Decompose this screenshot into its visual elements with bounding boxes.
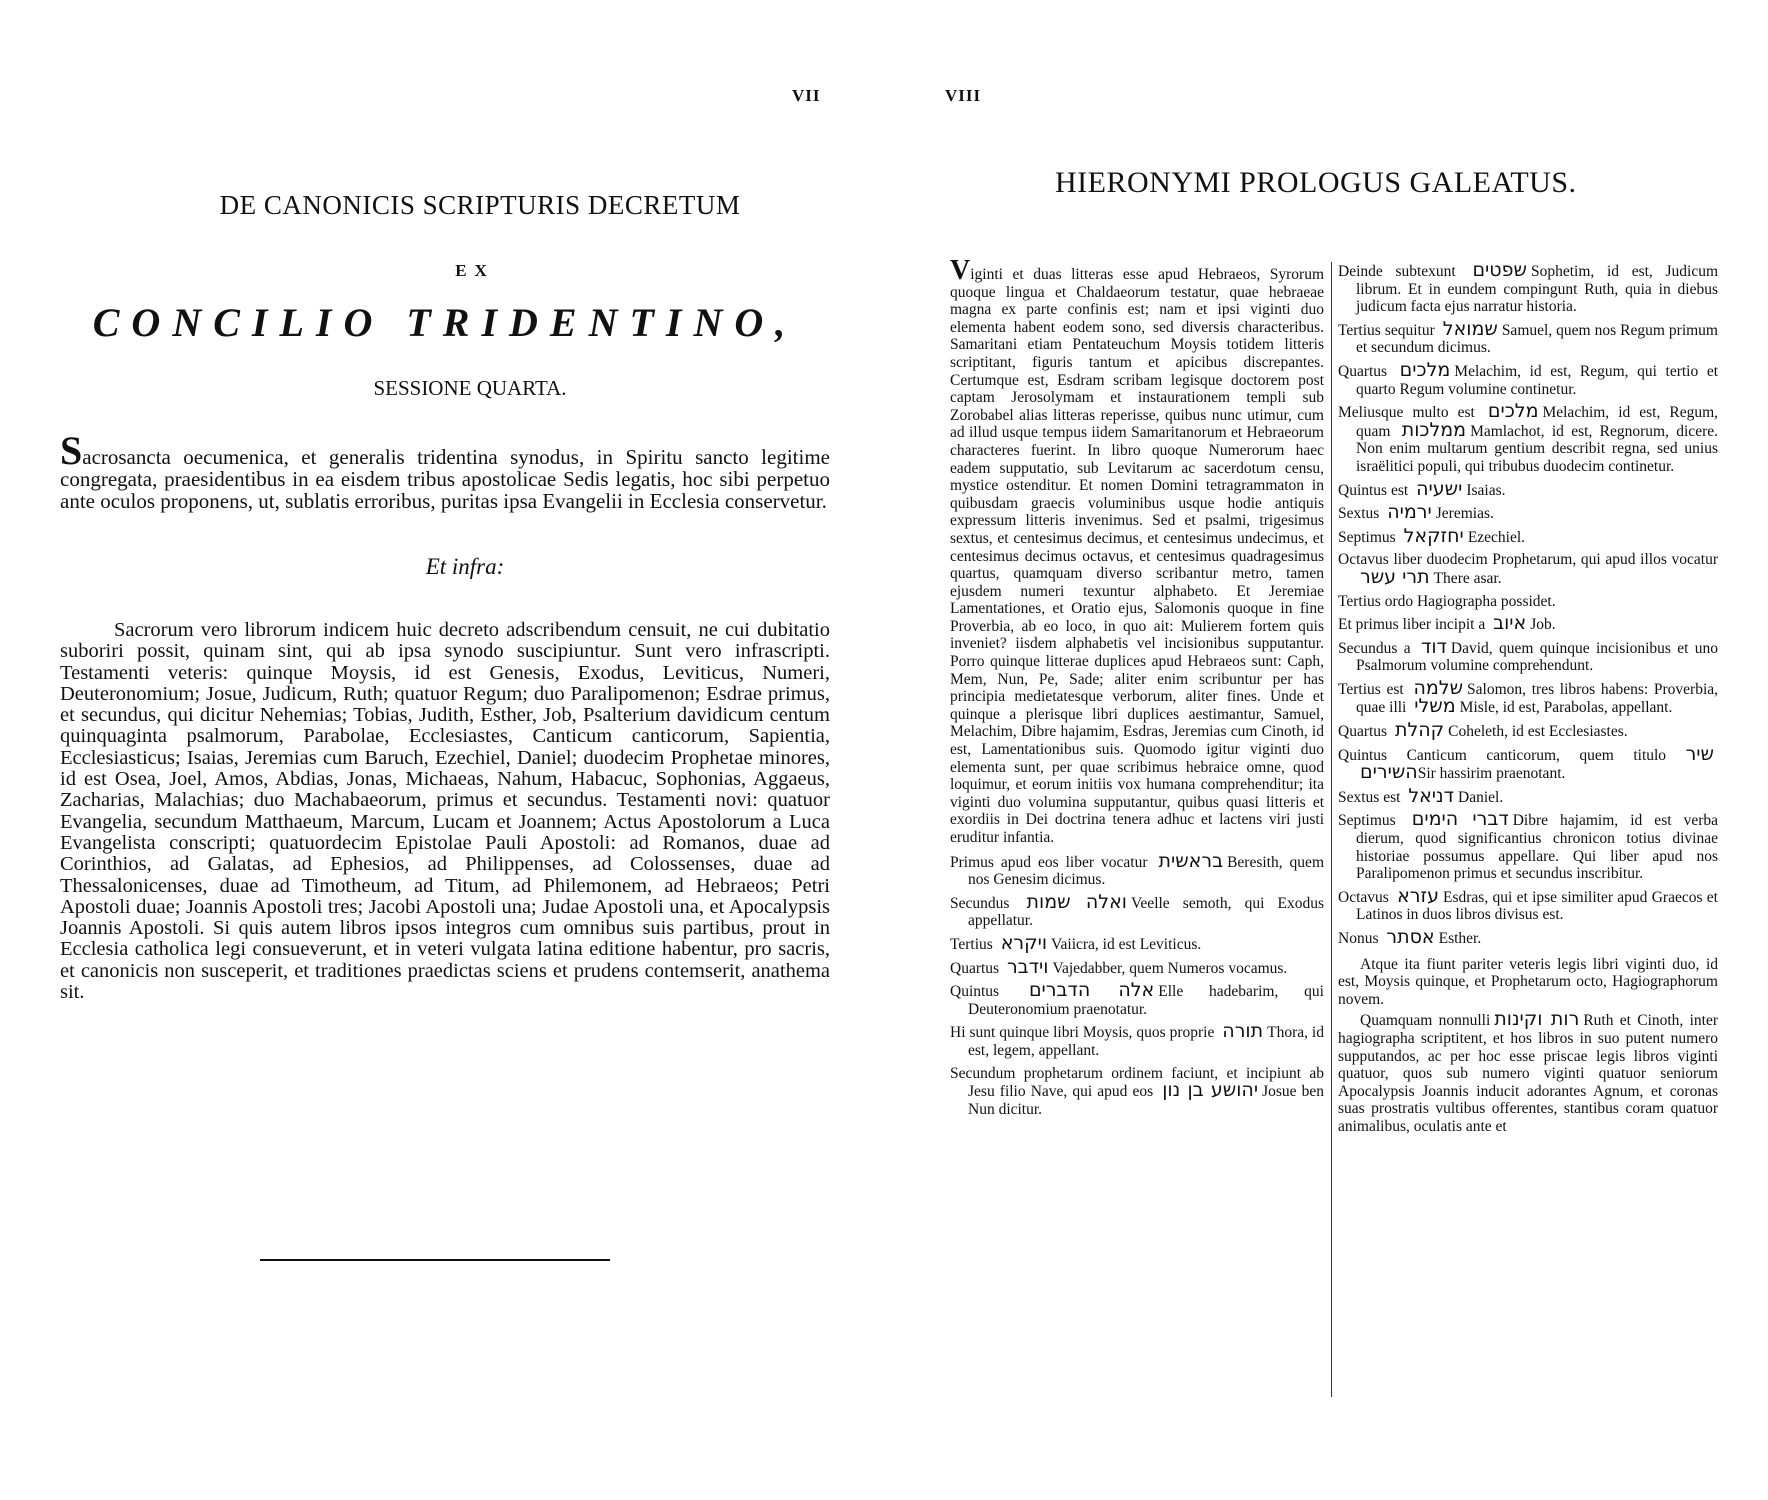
- book-entry: [1338, 501, 1718, 524]
- entry-text: Daniel.: [1458, 788, 1504, 806]
- book-entry: [1338, 719, 1718, 742]
- hebrew-word: תורה: [1222, 1020, 1264, 1043]
- book-entry: [1338, 742, 1718, 784]
- entry-text: Hi sunt quinque libri Moysis, quos proprie: [950, 1024, 1215, 1042]
- book-entry: [950, 849, 1324, 889]
- hebrew-word: איוב: [1493, 612, 1527, 635]
- closing-2-pre: Quamquam nonnulli: [1360, 1012, 1491, 1030]
- hebrew-word: ויקרא: [1000, 931, 1048, 954]
- entry-text: Secundus: [950, 894, 1010, 912]
- book-entry: [1338, 676, 1718, 718]
- book-entry: [950, 890, 1324, 930]
- entry-text: Josue ben Nun dicitur.: [968, 1083, 1324, 1118]
- entry-text: Vaiicra, id est Leviticus.: [1051, 935, 1202, 953]
- entry-text: Quartus: [950, 959, 1000, 977]
- hebrew-word: דוד: [1420, 635, 1447, 658]
- ornamental-rule: [260, 1258, 610, 1262]
- right-column-2: [1338, 259, 1719, 1136]
- hebrew-word: ירמיה: [1387, 501, 1432, 524]
- book-entry: [1338, 551, 1718, 587]
- entry-text: Nonus: [1338, 930, 1379, 947]
- entry-text: Thora, id est, legem, appellant.: [968, 1024, 1324, 1059]
- hebrew-word: בראשית: [1158, 849, 1224, 872]
- closing-2-post: Ruth et Cinoth, inter hagiographa scriptitent, et hos libros in suo putent numero supputandos, ac per hoc esse priscae legis libros viginti quatuor, quos sub numero viginti quatuor seniorum Apocalypsis Joannis inducit adorantes Agnum, et coronas suas prostratis vultibus offerentes, stantibus coram quatuor animalibus, oculatis ante et: [1338, 1012, 1718, 1135]
- entry-text: Tertius: [950, 935, 993, 953]
- hebrew-word: תרי עשר: [1360, 565, 1430, 588]
- entry-text: Samuel, quem nos Regum primum et secundum dicimus.: [1356, 321, 1718, 357]
- hebrew-word: ואלה שמות: [1026, 890, 1127, 913]
- book-entry: [1338, 259, 1719, 316]
- hebrew-word: ישעיה: [1416, 477, 1463, 500]
- hebrew-word: יהושע בן נון: [1162, 1079, 1259, 1102]
- col2-book-list: [1338, 259, 1719, 948]
- entry-text: Et primus liber incipit a: [1338, 616, 1486, 634]
- entry-text: David, quem quinque incisionibus et uno Psalmorum volumine comprehendunt.: [1356, 639, 1718, 675]
- entry-text: Quartus: [1338, 362, 1388, 380]
- intro-paragraph: [60, 428, 830, 513]
- session-heading: SESSIONE QUARTA.: [373, 376, 567, 400]
- left-page: [60, 190, 830, 1003]
- hebrew-word: עזרא: [1397, 884, 1439, 907]
- entry-text: Quartus: [1338, 723, 1388, 741]
- entry-text: Coheleth, id est Ecclesiastes.: [1448, 723, 1628, 741]
- entry-text: Tertius est: [1338, 680, 1404, 698]
- entry-text: Tertius sequitur: [1338, 321, 1435, 339]
- decree-ex: EX: [455, 261, 495, 280]
- entry-text: Salomon, tres libros habens: Proverbia, quae illi: [1356, 680, 1718, 717]
- book-entry: [950, 1020, 1324, 1059]
- council-name: CONCILIO TRIDENTINO,: [92, 300, 798, 345]
- entry-text: Veelle semoth, qui Exodus appellatur.: [968, 894, 1324, 930]
- book-entry: [1338, 808, 1718, 883]
- page-number-left: VII: [792, 86, 821, 105]
- book-entry: [1338, 317, 1718, 357]
- intro-text: acrosancta oecumenica, et generalis tridentina synodus, in Spiritu sancto legitime congregata, praesidentibus in ea eisdem tribus apostolicae Sedis legatis, hoc sibi perpetuo ante oculos proponens, ut, sublatis erroribus, puritas ipsa Evangelii in Ecclesia conservetur.: [60, 445, 830, 513]
- book-entry: [1338, 884, 1718, 924]
- entry-text: Secundum prophetarum ordinem faciunt, et incipiunt ab Jesu filio Nave, qui apud eos: [950, 1064, 1324, 1101]
- hebrew-word: וידבר: [1006, 955, 1049, 978]
- book-entry: [1338, 784, 1718, 807]
- book-entry: [1338, 477, 1718, 500]
- hebrew-word: אסתר: [1386, 926, 1435, 948]
- entry-text: Secundus a: [1338, 639, 1411, 657]
- hebrew-word: אלה הדברים: [1028, 979, 1155, 1002]
- hebrew-word: משלי: [1414, 695, 1456, 718]
- book-entry: [1338, 926, 1718, 948]
- canon-list-paragraph: Sacrorum vero librorum indicem huic decreto adscribendum censuit, ne cui dubitatio suboriri possit, quinam sint, qui ab ipsa synodo suscipiuntur. Sunt vero infrascripti. Testamenti veteris: quinque Moysis, id est Genesis, Exodus, Leviticus, Numeri, Deuteronomium; Josue, Judicum, Ruth; quatuor Regum; duo Paralipomenon; Esdrae primus, et secundus, qui dicitur Nehemias; Tobias, Judith, Esther, Job, Psalterium davidicum centum quinquaginta psalmorum, Parabolae, Ecclesiastes, Canticum canticorum, Sapientia, Ecclesiasticus; Isaias, Jeremias cum Baruch, Ezechiel, Daniel; duodecim Prophetae minores, id est Osea, Joel, Amos, Abdias, Jonas, Michaeas, Nahum, Habacuc, Sophonias, Aggaeus, Zacharias, Malachias; duo Machabaeorum, primus et secundus. Testamenti novi: quatuor Evangelia, secundum Matthaeum, Marcum, Lucam et Joannem; Actus Apostolorum a Luca Evangelista conscripti; quatuordecim Epistolae Pauli Apostoli: ad Romanos, duae ad Corinthios, ad Galatas, ad Ephesios, ad Philippenses, ad Colossenses, duae ad Thessalonicenses, duae ad Timotheum, ad Titum, ad Philemonem, ad Hebraeos; Petri Apostoli duae; Joannis Apostoli tres; Jacobi Apostoli una; Judae Apostoli una, et Apocalypsis Joannis Apostoli. Si quis autem libros ipsos integros cum omnibus suis partibus, prout in Ecclesia catholica legi consueverunt, et in veteri vulgata latina editione habentur, pro sacris, et canonicis non susceperit, et traditiones praedictas sciens et prudens contemserit, anathema sit.: [60, 619, 830, 1004]
- entry-text: Job.: [1530, 616, 1556, 634]
- book-entry: [1338, 612, 1718, 635]
- hebrew-word: מלכים: [1487, 400, 1539, 423]
- hebrew-word: ממלכות: [1401, 418, 1467, 441]
- right-column-1: [950, 255, 1324, 1118]
- page-number-right: VIII: [945, 86, 982, 105]
- hebrew-word: יחזקאל: [1403, 524, 1464, 547]
- entry-text: Deinde subtexunt: [1338, 263, 1456, 280]
- decree-title: DE CANONICIS SCRIPTURIS DECRETUM: [219, 190, 741, 220]
- entry-text: Octavus liber duodecim Prophetarum, qui apud illos vocatur: [1338, 551, 1718, 569]
- book-entry: [950, 979, 1324, 1018]
- closing-paragraph-1: Atque ita fiunt pariter veteris legis libri viginti duo, id est, Moysis quinque, et Prophetarum octo, Hagiographorum novem.: [1338, 955, 1718, 1008]
- hebrew-word: שפטים: [1472, 259, 1527, 281]
- hebrew-word: שיר השירים: [1360, 742, 1714, 784]
- entry-text: Quintus: [950, 983, 1000, 1001]
- book-entry: [1338, 358, 1719, 398]
- entry-text: Sextus est: [1338, 788, 1401, 806]
- hebrew-word: קהלת: [1394, 719, 1445, 742]
- closing-paragraph-2: [1338, 1008, 1718, 1135]
- entry-text: Elle hadebarim, qui Deuteronomium praenotatur.: [968, 983, 1324, 1018]
- book-entry: [1338, 400, 1719, 475]
- entry-text: Esdras, qui et ipse similiter apud Graecos et Latinos in duos libros divisus est.: [1356, 888, 1718, 924]
- book-entry: [1338, 593, 1718, 611]
- entry-text: Primus apud eos liber vocatur: [950, 853, 1148, 871]
- entry-text: Ezechiel.: [1467, 528, 1526, 546]
- hebrew-word: רות וקינות: [1494, 1008, 1580, 1031]
- hebrew-word: מלכים: [1399, 358, 1451, 381]
- entry-text: Tertius ordo Hagiographa possidet.: [1338, 592, 1556, 610]
- entry-text: Meliusque multo est: [1338, 404, 1475, 422]
- column-divider: [1331, 262, 1332, 1397]
- entry-text: Sextus: [1338, 505, 1380, 523]
- entry-text: Jeremias.: [1435, 505, 1494, 523]
- entry-text: Dibre hajamim, id est verba dierum, quod significantius chronicon totius divinae historiae possumus appellare. Qui liber apud nos Paralipomenon primus et secundus inscribitur.: [1356, 812, 1718, 883]
- book-entry: [1338, 524, 1718, 547]
- entry-text: Esther.: [1438, 930, 1482, 947]
- col1-book-list: [950, 849, 1324, 1119]
- entry-text: Melachim, id est, Regum, qui tertio et quarto Regum volumine continetur.: [1356, 362, 1719, 398]
- prologue-intro-text: iginti et duas litteras esse apud Hebraeos, Syrorum quoque lingua et Chaldaeorum testatur, quae hebraeae magna ex parte confinis est; nam et ipsi viginti duo elementa habent eodem sono, sed diversis characteribus. Samaritani etiam Pentateuchum Moysis totidem litteris scriptitant, figuris tantum et apicibus discrepantes. Certumque est, Esdram scribam legisque doctorem post captam Jerosolymam et instaurationem templi sub Zorobabel alias litteras reperisse, quibus nunc utimur, cum ad illud usque tempus iidem Samaritanorum et Hebraeorum characteres fuerint. In libro quoque Numerorum haec eadem supputatio, sub Levitarum ac sacerdotum censu, mystice ostenditur. Et nomen Domini tetragrammaton in quibusdam graecis voluminibus usque hodie antiquis expressum litteris invenimus. Sed et psalmi, trigesimus sextus, et centesimus decimus, et centesimus undecimus, et centesimus decimus octavus, et centesimus quadragesimus quartus, quamquam diverso scribantur metro, tamen ejusdem numeri texuntur alphabeto. Et Jeremiae Lamentationes, et Oratio ejus, Salomonis quoque in fine Proverbia, ab eo loco, in quo ait: Mulierem fortem quis inveniet? iisdem alphabetis vel incisionibus supputantur. Porro quinque litterae duplices apud Hebraeos sunt: Caph, Mem, Nun, Pe, Sade; aliter enim scribuntur per has principia medietatesque verborum, aliter fines. Unde et quinque a plerisque libri duplices aestimantur, Samuel, Melachim, Dibre hajamim, Esdras, Jeremias cum Cinoth, id est, Lamentationibus suis. Quomodo igitur viginti duo elementa sunt, per quae scribimus hebraice omne, quod loquimur, et eorum initiis vox humana comprehenditur; ita viginti duo volumina supputantur, quibus quasi litteris et exordiis in Dei doctrina tenera adhuc et lactens viri justi eruditur infantia.: [950, 266, 1324, 846]
- entry-text: Sir hassirim praenotant.: [1417, 765, 1566, 783]
- book-entry: [950, 1065, 1324, 1119]
- entry-text: Sophetim, id est, Judicum librum. Et in eundem compingunt Ruth, quia in diebus judicum facta ejus narratur historia.: [1356, 263, 1719, 316]
- prologue-dropcap: V: [950, 255, 971, 286]
- entry-text: Quintus Canticum canticorum, quem titulo: [1338, 746, 1667, 764]
- book-entry: [950, 931, 1324, 954]
- entry-text: Mamlachot, id est, Regnorum, dicere. Non enim multarum gentium describit regna, sed unius israëlitici populi, qui tribubus duodecim continetur.: [1356, 422, 1718, 475]
- prologue-intro: [950, 255, 1324, 847]
- hebrew-word: שמואל: [1442, 317, 1498, 340]
- hebrew-word: שלמה: [1413, 676, 1464, 699]
- et-infra-heading: Et infra:: [425, 554, 505, 579]
- intro-dropcap: S: [60, 428, 83, 473]
- prologue-title: HIERONYMI PROLOGUS GALEATUS.: [1055, 166, 1577, 199]
- entry-text: Quintus est: [1338, 481, 1409, 499]
- entry-text: Isaias.: [1466, 481, 1506, 499]
- entry-text: Melachim, id est, Regum, quam: [1356, 404, 1719, 440]
- hebrew-word: דניאל: [1408, 784, 1455, 807]
- book-entry: [950, 955, 1324, 978]
- book-entry: [1338, 635, 1718, 675]
- entry-text: Vajedabber, quem Numeros vocamus.: [1052, 959, 1288, 977]
- entry-text: Septimus: [1338, 812, 1396, 830]
- entry-text: Misle, id est, Parabolas, appellant.: [1459, 699, 1673, 717]
- entry-text: Beresith, quem nos Genesim dicimus.: [968, 853, 1324, 889]
- entry-text: Septimus: [1338, 528, 1396, 546]
- entry-text: There asar.: [1433, 569, 1502, 587]
- entry-text: Octavus: [1338, 888, 1389, 906]
- hebrew-word: דברי הימים: [1411, 808, 1509, 831]
